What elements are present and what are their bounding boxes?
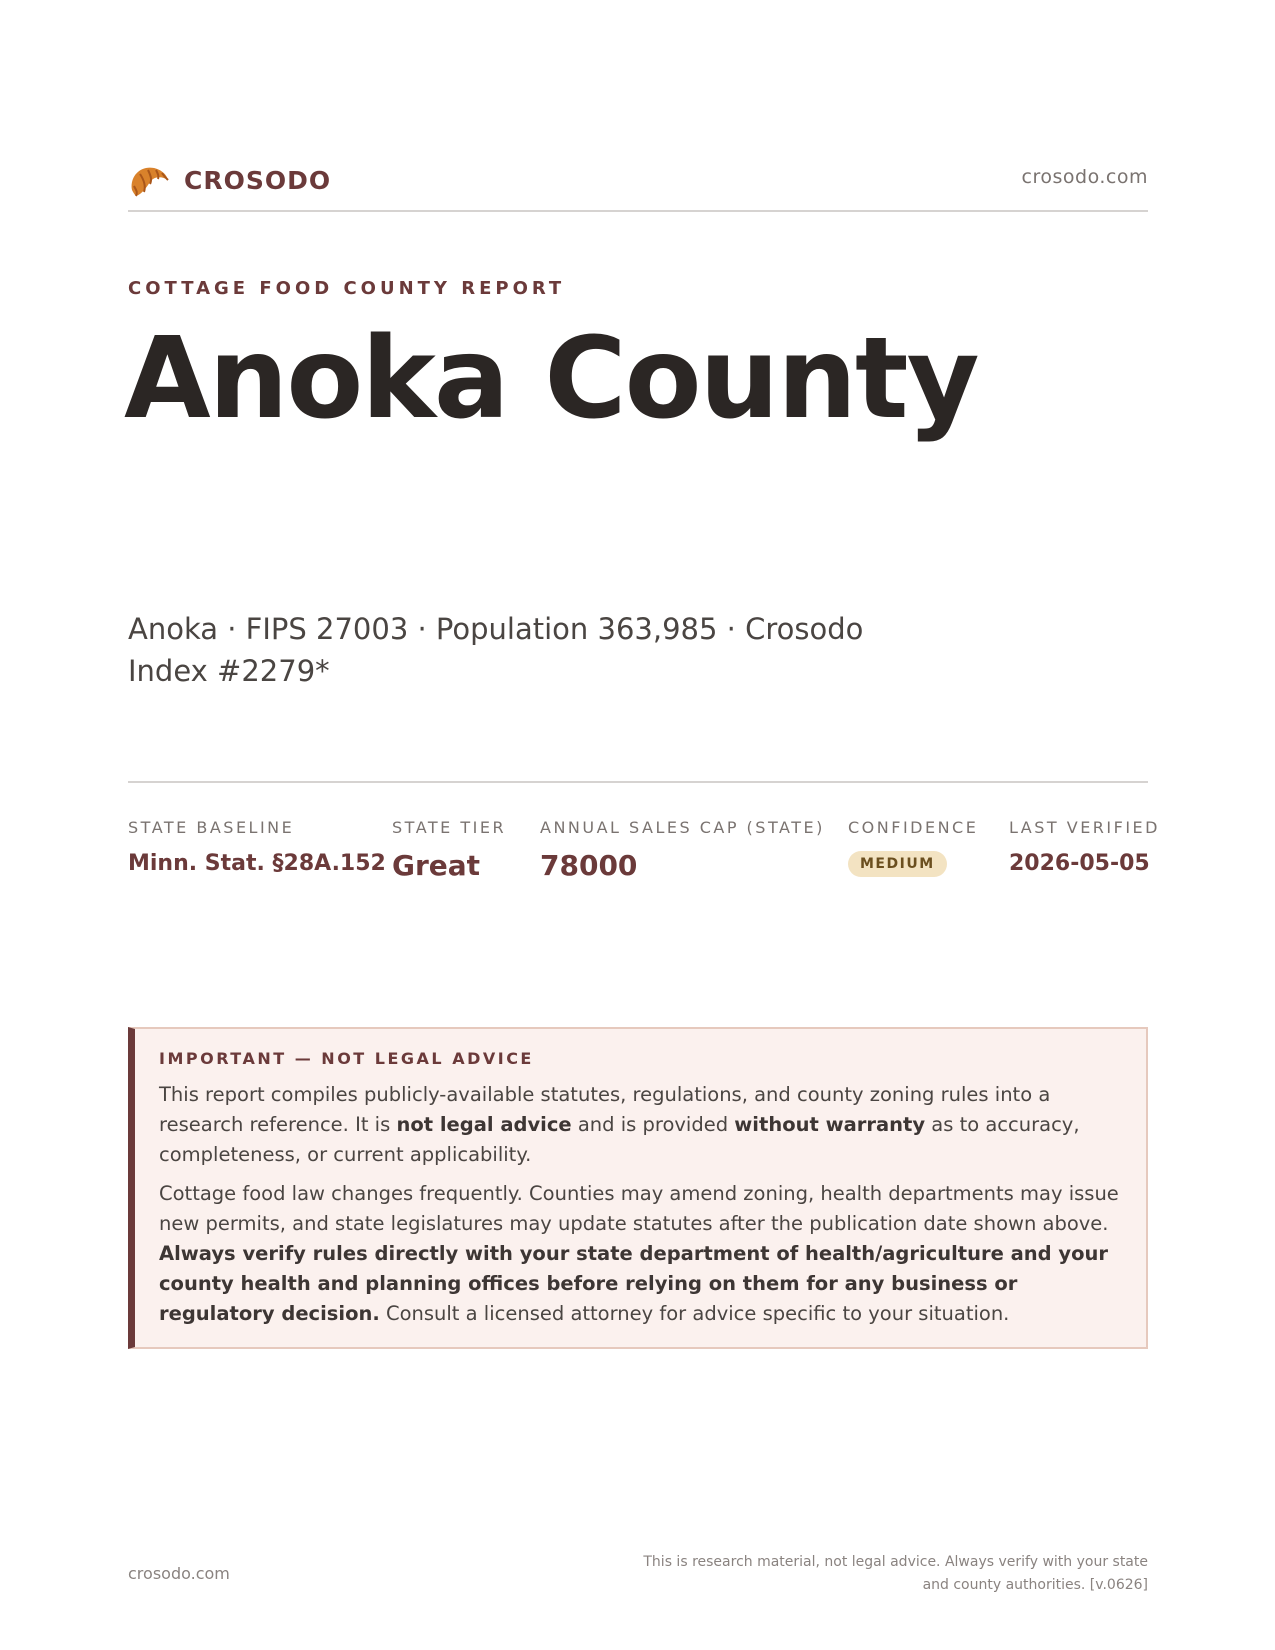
stat-label: LAST VERIFIED — [1009, 818, 1160, 837]
legal-notice — [128, 1027, 1148, 1349]
notice-text: Consult a licensed attorney for advice specific to your situation. — [379, 1302, 1010, 1325]
stat-value: Minn. Stat. §28A.152 — [128, 851, 386, 876]
site-link[interactable]: crosodo.com — [1021, 166, 1148, 188]
notice-emphasis: without warranty — [734, 1113, 926, 1136]
notice-title: IMPORTANT — NOT LEGAL ADVICE — [159, 1049, 534, 1068]
stat-value: 2026-05-05 — [1009, 851, 1150, 876]
notice-emphasis: Always verify rules directly with your state department of health/agriculture and your county health and planning offices before relying on them for any business or regulatory decision. — [159, 1242, 1109, 1325]
header — [128, 160, 1148, 212]
notice-paragraph — [159, 1179, 1122, 1329]
brand-name: CROSODO — [184, 165, 332, 195]
footer-disclaimer — [628, 1551, 1148, 1597]
notice-text: and is provided — [571, 1113, 735, 1136]
footer-disclaimer-line: This is research material, not legal advice. Always verify with your state — [643, 1554, 1148, 1570]
stat-label: ANNUAL SALES CAP (STATE) — [540, 818, 825, 837]
stat-label: STATE BASELINE — [128, 818, 295, 837]
report-eyebrow: COTTAGE FOOD COUNTY REPORT — [128, 278, 566, 299]
confidence-badge: MEDIUM — [848, 851, 947, 877]
stat-label: STATE TIER — [392, 818, 507, 837]
notice-text: Cottage food law changes frequently. Counties may amend zoning, health departments may issue new permits, and state legislatures may update statutes after the publication date shown above. — [159, 1182, 1119, 1235]
notice-text: This report compiles publicly-available statutes, regulations, and county zoning rules into a research reference. It is — [159, 1083, 1051, 1136]
stat-label: CONFIDENCE — [848, 818, 979, 837]
footer-site[interactable]: crosodo.com — [128, 1564, 230, 1583]
stat-value: Great — [392, 849, 481, 882]
notice-emphasis: not legal advice — [396, 1113, 572, 1136]
brand[interactable] — [128, 160, 331, 200]
county-meta: Anoka · FIPS 27003 · Population 363,985 · Crosodo Index #2279* — [128, 612, 864, 688]
notice-paragraph — [159, 1080, 1122, 1170]
page-title: Anoka County — [124, 314, 978, 444]
stat-confidence — [848, 818, 978, 877]
report-page — [124, 0, 1160, 1650]
stat-state-tier — [392, 818, 506, 882]
stat-state-baseline — [128, 818, 386, 876]
divider — [128, 781, 1148, 783]
footer-disclaimer-line: and county authorities. [v.0626] — [922, 1577, 1148, 1593]
stat-last-verified — [1009, 818, 1160, 876]
notice-text: as to accuracy, completeness, or current applicability. — [159, 1113, 1080, 1166]
croissant-icon — [128, 160, 172, 200]
stat-sales-cap — [540, 818, 825, 882]
stat-value: 78000 — [540, 849, 638, 882]
